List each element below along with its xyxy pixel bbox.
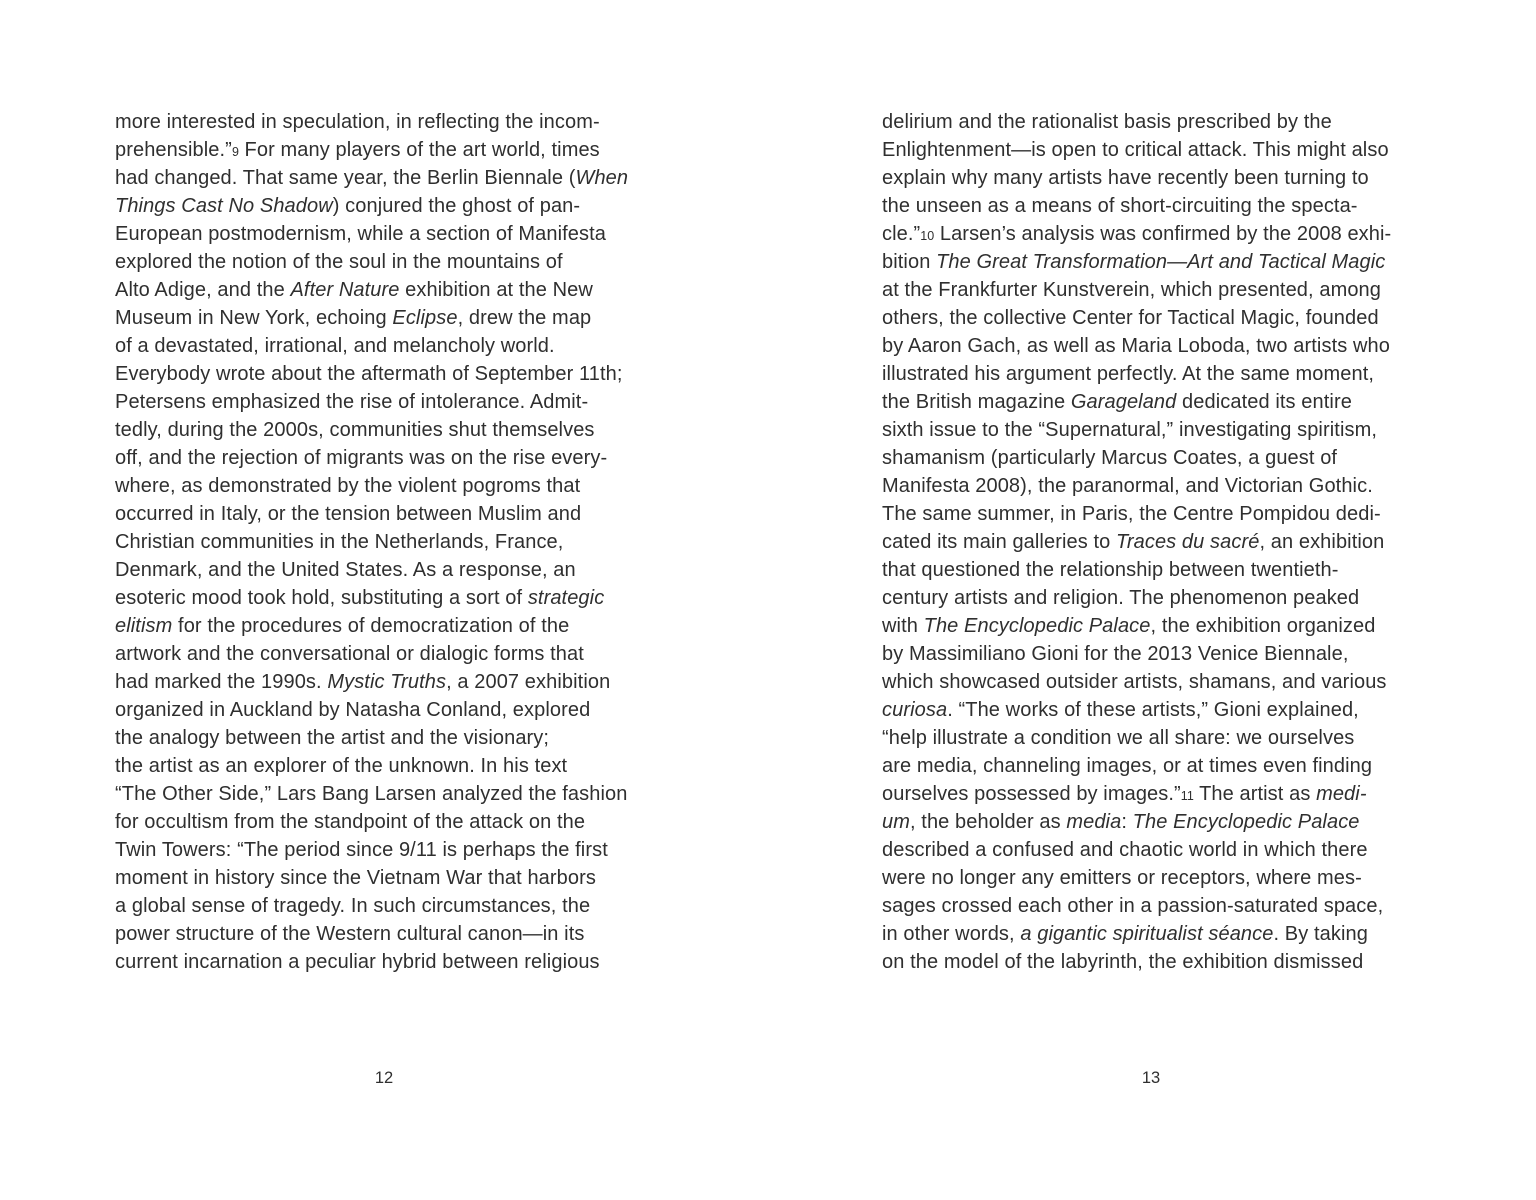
body-text: sixth issue to the “Supernatural,” investigating spiritism,: [882, 419, 1378, 441]
body-text: at the Frankfurter Kunstverein, which presented, among: [882, 279, 1381, 301]
body-text: ourselves possessed by images.”: [882, 783, 1181, 805]
italic-text: a gigantic spiritualist séance: [1020, 923, 1274, 945]
body-text: the unseen as a means of short-circuiting the specta-: [882, 195, 1358, 217]
body-text: , the beholder as: [909, 811, 1067, 833]
body-text: Petersens emphasized the rise of intolerance. Admit-: [115, 391, 589, 413]
body-text: . By taking: [1273, 923, 1368, 945]
body-text: ) conjured the ghost of pan-: [332, 195, 581, 217]
body-text: The same summer, in Paris, the Centre Pompidou dedi-: [882, 503, 1381, 525]
text-line: [882, 248, 1391, 276]
body-text: described a confused and chaotic world in which there: [882, 839, 1368, 861]
text-line: [882, 444, 1391, 472]
text-line: [882, 724, 1391, 752]
italic-text: curiosa: [882, 699, 948, 721]
body-text: cle.”: [882, 223, 921, 245]
body-text: are media, channeling images, or at times even finding: [882, 755, 1373, 777]
body-text: explored the notion of the soul in the mountains of: [115, 251, 563, 273]
body-text: in other words,: [882, 923, 1021, 945]
body-text: the British magazine: [882, 391, 1071, 413]
body-text: Enlightenment—is open to critical attack. This might also: [882, 139, 1389, 161]
body-text: power structure of the Western cultural canon—in its: [115, 923, 585, 945]
text-line: [882, 584, 1391, 612]
body-text: artwork and the conversational or dialogic forms that: [115, 643, 584, 665]
page-left-number: 12: [374, 1069, 394, 1087]
body-text: bition: [882, 251, 937, 273]
body-text: sages crossed each other in a passion-saturated space,: [882, 895, 1384, 917]
text-line: [882, 388, 1391, 416]
text-line: [882, 612, 1391, 640]
body-text: where, as demonstrated by the violent pogroms that: [115, 475, 581, 497]
body-text: occurred in Italy, or the tension between Muslim and: [115, 503, 582, 525]
body-text: For many players of the art world, times: [238, 139, 600, 161]
body-text: of a devastated, irrational, and melancholy world.: [115, 335, 555, 357]
body-text: shamanism (particularly Marcus Coates, a guest of: [882, 447, 1338, 469]
text-line: [882, 780, 1391, 808]
footnote-marker: 9: [231, 145, 239, 159]
body-text: a global sense of tragedy. In such circumstances, the: [115, 895, 591, 917]
text-line: [882, 192, 1391, 220]
text-line: [882, 332, 1391, 360]
body-text: moment in history since the Vietnam War that harbors: [115, 867, 596, 889]
italic-text: When: [575, 167, 629, 189]
italic-text: The Encyclopedic Palace: [923, 615, 1151, 637]
body-text: “The Other Side,” Lars Bang Larsen analyzed the fashion: [115, 783, 628, 805]
body-text: tedly, during the 2000s, communities shut themselves: [115, 419, 595, 441]
body-text: others, the collective Center for Tactical Magic, founded: [882, 307, 1379, 329]
text-line: [882, 360, 1391, 388]
body-text: . “The works of these artists,” Gioni explained,: [947, 699, 1359, 721]
body-text: that questioned the relationship between twentieth-: [882, 559, 1339, 581]
italic-text: Garageland: [1070, 391, 1177, 413]
text-line: [882, 304, 1391, 332]
body-text: organized in Auckland by Natasha Conland, explored: [115, 699, 591, 721]
body-text: , the exhibition organized: [1150, 615, 1376, 637]
text-line: [882, 472, 1391, 500]
body-text: had marked the 1990s.: [115, 671, 328, 693]
body-text: :: [1121, 811, 1133, 833]
italic-text: The Great Transformation—Art and Tactical Magic: [936, 251, 1386, 273]
page-right-number: 13: [1141, 1069, 1161, 1087]
text-line: [882, 864, 1391, 892]
italic-text: Things Cast No Shadow: [115, 195, 333, 217]
body-text: European postmodernism, while a section of Manifesta: [115, 223, 607, 245]
body-text: century artists and religion. The phenomenon peaked: [882, 587, 1360, 609]
text-line: [882, 416, 1391, 444]
italic-text: um: [882, 811, 910, 833]
page-right-text-column: [882, 108, 1391, 976]
body-text: on the model of the labyrinth, the exhibition dismissed: [882, 951, 1364, 973]
text-line: [882, 752, 1391, 780]
body-text: more interested in speculation, in reflecting the incom-: [115, 111, 600, 133]
body-text: off, and the rejection of migrants was on the rise every-: [115, 447, 608, 469]
body-text: Larsen’s analysis was confirmed by the 2008 exhi-: [934, 223, 1392, 245]
body-text: the artist as an explorer of the unknown. In his text: [115, 755, 568, 777]
body-text: had changed. That same year, the Berlin Biennale (: [115, 167, 576, 189]
footnote-marker: 10: [920, 229, 935, 243]
text-line: [882, 836, 1391, 864]
body-text: Denmark, and the United States. As a response, an: [115, 559, 576, 581]
italic-text: Eclipse: [392, 307, 458, 329]
body-text: which showcased outsider artists, shamans, and various: [882, 671, 1387, 693]
body-text: Twin Towers: “The period since 9/11 is perhaps the first: [115, 839, 608, 861]
body-text: for occultism from the standpoint of the attack on the: [115, 811, 586, 833]
body-text: for the procedures of democratization of the: [172, 615, 570, 637]
body-text: by Massimiliano Gioni for the 2013 Venice Biennale,: [882, 643, 1349, 665]
body-text: Manifesta 2008), the paranormal, and Victorian Gothic.: [882, 475, 1373, 497]
text-line: [882, 556, 1391, 584]
text-line: [882, 500, 1391, 528]
footnote-marker: 11: [1180, 789, 1194, 803]
text-line: [882, 276, 1391, 304]
text-line: [882, 640, 1391, 668]
italic-text: Traces du sacré: [1116, 531, 1260, 553]
italic-text: Mystic Truths: [327, 671, 447, 693]
body-text: The artist as: [1193, 783, 1317, 805]
italic-text: The Encyclopedic Palace: [1132, 811, 1360, 833]
body-text: the analogy between the artist and the visionary;: [115, 727, 550, 749]
italic-text: After Nature: [290, 279, 400, 301]
body-text: Christian communities in the Netherlands, France,: [115, 531, 564, 553]
italic-text: strategic: [527, 587, 605, 609]
body-text: illustrated his argument perfectly. At the same moment,: [882, 363, 1375, 385]
body-text: “help illustrate a condition we all share: we ourselves: [882, 727, 1355, 749]
text-line: [882, 920, 1391, 948]
text-line: [882, 808, 1391, 836]
text-line: [882, 528, 1391, 556]
body-text: current incarnation a peculiar hybrid between religious: [115, 951, 600, 973]
text-line: [882, 136, 1391, 164]
body-text: Alto Adige, and the: [115, 279, 291, 301]
italic-text: medi-: [1316, 783, 1367, 805]
body-text: , drew the map: [457, 307, 592, 329]
body-text: by Aaron Gach, as well as Maria Loboda, two artists who: [882, 335, 1390, 357]
body-text: Museum in New York, echoing: [115, 307, 393, 329]
body-text: delirium and the rationalist basis prescribed by the: [882, 111, 1332, 133]
text-line: [882, 108, 1391, 136]
body-text: Everybody wrote about the aftermath of September 11th;: [115, 363, 623, 385]
italic-text: elitism: [115, 615, 173, 637]
text-line: [882, 892, 1391, 920]
body-text: exhibition at the New: [399, 279, 593, 301]
body-text: dedicated its entire: [1176, 391, 1352, 413]
body-text: esoteric mood took hold, substituting a sort of: [115, 587, 528, 609]
body-text: with: [882, 615, 924, 637]
body-text: , an exhibition: [1259, 531, 1385, 553]
body-text: explain why many artists have recently been turning to: [882, 167, 1369, 189]
body-text: were no longer any emitters or receptors, where mes-: [882, 867, 1362, 889]
body-text: , a 2007 exhibition: [446, 671, 611, 693]
text-line: [882, 668, 1391, 696]
italic-text: media: [1066, 811, 1122, 833]
text-line: [882, 948, 1391, 976]
text-line: [882, 696, 1391, 724]
body-text: cated its main galleries to: [882, 531, 1117, 553]
text-line: [882, 220, 1391, 248]
text-line: [882, 164, 1391, 192]
body-text: prehensible.”: [115, 139, 232, 161]
